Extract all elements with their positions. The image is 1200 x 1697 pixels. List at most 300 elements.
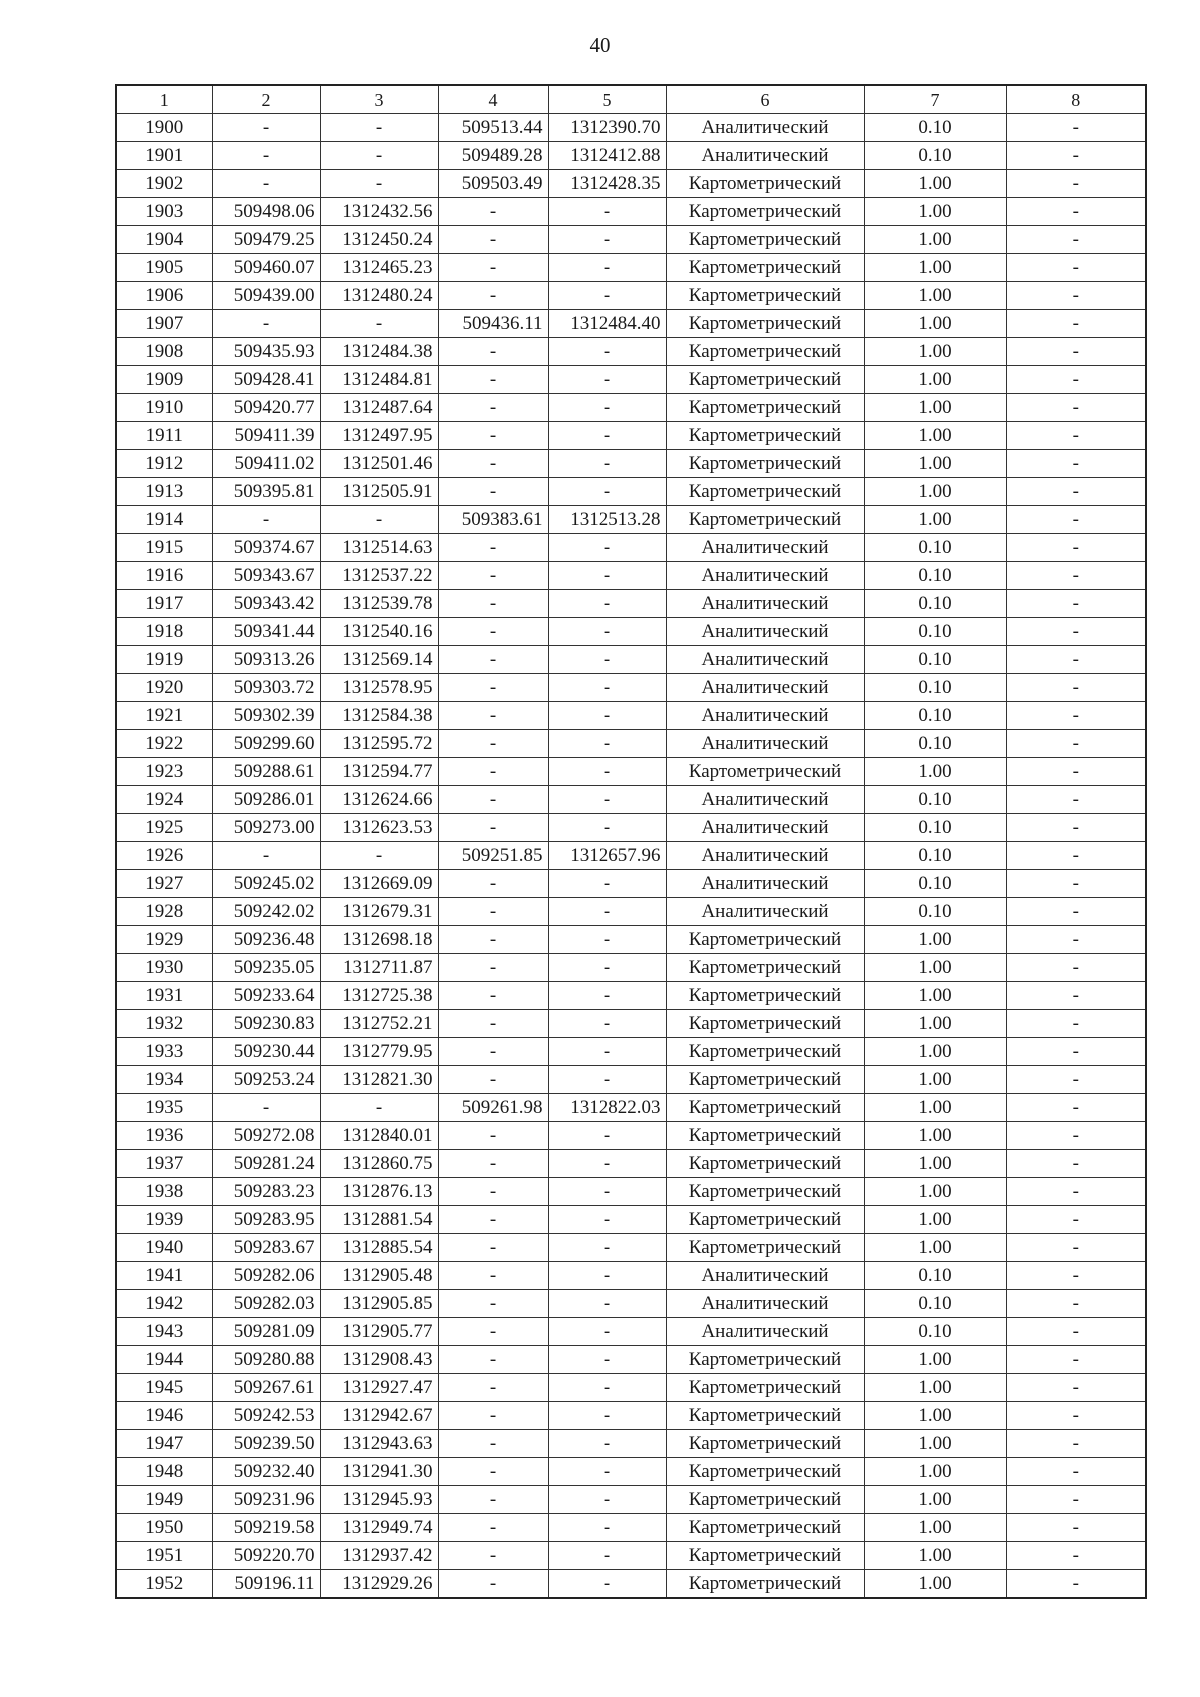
table-cell-col-3: - (320, 506, 438, 534)
table-cell-col-3: 1312540.16 (320, 618, 438, 646)
table-cell-col-1: 1936 (116, 1122, 212, 1150)
table-cell-col-3: 1312484.38 (320, 338, 438, 366)
table-row (116, 1402, 1146, 1430)
table-cell-col-7: 1.00 (864, 1066, 1006, 1094)
table-cell-col-4: - (438, 982, 548, 1010)
table-cell-col-2: 509242.02 (212, 898, 320, 926)
table-cell-col-3: 1312539.78 (320, 590, 438, 618)
table-cell-col-5: - (548, 1486, 666, 1514)
table-cell-col-6: Картометрический (666, 506, 864, 534)
table-cell-col-1: 1951 (116, 1542, 212, 1570)
table-cell-col-4: - (438, 618, 548, 646)
table-cell-col-5: - (548, 1514, 666, 1542)
table-cell-col-8: - (1006, 338, 1146, 366)
table-cell-col-2: 509460.07 (212, 254, 320, 282)
table-cell-col-1: 1916 (116, 562, 212, 590)
table-cell-col-3: 1312779.95 (320, 1038, 438, 1066)
table-row (116, 450, 1146, 478)
table-cell-col-1: 1937 (116, 1150, 212, 1178)
table-cell-col-2: 509236.48 (212, 926, 320, 954)
column-header-2: 2 (212, 85, 320, 114)
table-cell-col-2: - (212, 310, 320, 338)
table-row (116, 1458, 1146, 1486)
table-cell-col-7: 0.10 (864, 114, 1006, 142)
table-row (116, 1234, 1146, 1262)
table-cell-col-8: - (1006, 926, 1146, 954)
table-row (116, 338, 1146, 366)
table-cell-col-2: 509273.00 (212, 814, 320, 842)
table-cell-col-8: - (1006, 1458, 1146, 1486)
table-cell-col-6: Картометрический (666, 1206, 864, 1234)
table-cell-col-2: 509283.67 (212, 1234, 320, 1262)
table-cell-col-4: - (438, 1514, 548, 1542)
table-cell-col-2: 509374.67 (212, 534, 320, 562)
table-cell-col-6: Картометрический (666, 1570, 864, 1599)
table-cell-col-7: 1.00 (864, 282, 1006, 310)
table-cell-col-4: - (438, 1346, 548, 1374)
table-cell-col-3: 1312595.72 (320, 730, 438, 758)
table-cell-col-7: 1.00 (864, 478, 1006, 506)
table-cell-col-8: - (1006, 1514, 1146, 1542)
table-cell-col-5: 1312513.28 (548, 506, 666, 534)
table-cell-col-2: 509230.44 (212, 1038, 320, 1066)
table-cell-col-5: - (548, 954, 666, 982)
table-cell-col-7: 1.00 (864, 1402, 1006, 1430)
table-cell-col-3: 1312669.09 (320, 870, 438, 898)
table-row (116, 814, 1146, 842)
table-row (116, 1430, 1146, 1458)
table-cell-col-1: 1913 (116, 478, 212, 506)
table-cell-col-8: - (1006, 198, 1146, 226)
table-cell-col-5: 1312657.96 (548, 842, 666, 870)
table-cell-col-6: Картометрический (666, 198, 864, 226)
table-row (116, 226, 1146, 254)
table-cell-col-6: Картометрический (666, 310, 864, 338)
table-cell-col-2: 509220.70 (212, 1542, 320, 1570)
table-cell-col-5: - (548, 1122, 666, 1150)
table-cell-col-5: - (548, 870, 666, 898)
table-cell-col-7: 1.00 (864, 926, 1006, 954)
table-cell-col-8: - (1006, 898, 1146, 926)
table-cell-col-1: 1928 (116, 898, 212, 926)
table-cell-col-4: - (438, 1402, 548, 1430)
table-cell-col-3: 1312698.18 (320, 926, 438, 954)
table-cell-col-8: - (1006, 1290, 1146, 1318)
table-row (116, 954, 1146, 982)
table-cell-col-4: - (438, 198, 548, 226)
table-cell-col-6: Аналитический (666, 142, 864, 170)
table-cell-col-2: - (212, 842, 320, 870)
table-cell-col-2: 509435.93 (212, 338, 320, 366)
table-cell-col-7: 1.00 (864, 1178, 1006, 1206)
table-cell-col-2: 509288.61 (212, 758, 320, 786)
table-cell-col-2: 509235.05 (212, 954, 320, 982)
table-cell-col-1: 1922 (116, 730, 212, 758)
table-cell-col-6: Аналитический (666, 1262, 864, 1290)
table-row (116, 1486, 1146, 1514)
table-cell-col-5: - (548, 338, 666, 366)
table-cell-col-1: 1941 (116, 1262, 212, 1290)
table-cell-col-8: - (1006, 982, 1146, 1010)
table-row (116, 1542, 1146, 1570)
table-row (116, 982, 1146, 1010)
table-cell-col-8: - (1006, 1430, 1146, 1458)
table-cell-col-6: Аналитический (666, 898, 864, 926)
table-cell-col-6: Аналитический (666, 786, 864, 814)
table-cell-col-8: - (1006, 366, 1146, 394)
table-cell-col-6: Картометрический (666, 1402, 864, 1430)
table-row (116, 534, 1146, 562)
table-cell-col-3: 1312821.30 (320, 1066, 438, 1094)
table-cell-col-2: 509420.77 (212, 394, 320, 422)
table-cell-col-7: 1.00 (864, 1458, 1006, 1486)
table-cell-col-3: 1312905.48 (320, 1262, 438, 1290)
table-cell-col-3: 1312752.21 (320, 1010, 438, 1038)
table-cell-col-7: 0.10 (864, 1318, 1006, 1346)
table-cell-col-4: - (438, 534, 548, 562)
table-cell-col-1: 1903 (116, 198, 212, 226)
table-row (116, 702, 1146, 730)
table-cell-col-4: - (438, 730, 548, 758)
table-cell-col-6: Картометрический (666, 226, 864, 254)
table-row (116, 842, 1146, 870)
table-cell-col-4: - (438, 1262, 548, 1290)
table-cell-col-7: 1.00 (864, 310, 1006, 338)
table-cell-col-2: 509239.50 (212, 1430, 320, 1458)
table-row (116, 674, 1146, 702)
table-cell-col-2: 509283.23 (212, 1178, 320, 1206)
table-cell-col-3: - (320, 1094, 438, 1122)
table-cell-col-4: - (438, 954, 548, 982)
table-cell-col-8: - (1006, 842, 1146, 870)
table-cell-col-2: 509479.25 (212, 226, 320, 254)
table-cell-col-1: 1935 (116, 1094, 212, 1122)
table-cell-col-4: - (438, 562, 548, 590)
table-cell-col-5: - (548, 1458, 666, 1486)
table-cell-col-6: Аналитический (666, 618, 864, 646)
table-cell-col-2: 509245.02 (212, 870, 320, 898)
table-cell-col-2: 509411.39 (212, 422, 320, 450)
table-row (116, 1290, 1146, 1318)
table-cell-col-6: Картометрический (666, 282, 864, 310)
table-cell-col-2: 509253.24 (212, 1066, 320, 1094)
table-cell-col-5: - (548, 898, 666, 926)
table-cell-col-8: - (1006, 1262, 1146, 1290)
table-cell-col-5: - (548, 478, 666, 506)
table-cell-col-5: - (548, 982, 666, 1010)
table-cell-col-4: - (438, 1430, 548, 1458)
table-cell-col-3: 1312942.67 (320, 1402, 438, 1430)
table-cell-col-6: Аналитический (666, 870, 864, 898)
table-cell-col-2: 509280.88 (212, 1346, 320, 1374)
table-row (116, 1178, 1146, 1206)
table-cell-col-7: 1.00 (864, 1570, 1006, 1599)
table-cell-col-4: - (438, 1570, 548, 1599)
table-cell-col-7: 1.00 (864, 394, 1006, 422)
table-cell-col-6: Аналитический (666, 646, 864, 674)
table-cell-col-4: 509489.28 (438, 142, 548, 170)
table-cell-col-2: 509232.40 (212, 1458, 320, 1486)
table-cell-col-7: 1.00 (864, 1234, 1006, 1262)
table-cell-col-8: - (1006, 506, 1146, 534)
column-header-6: 6 (666, 85, 864, 114)
table-cell-col-4: 509503.49 (438, 170, 548, 198)
table-cell-col-3: 1312465.23 (320, 254, 438, 282)
table-cell-col-1: 1908 (116, 338, 212, 366)
table-cell-col-3: 1312584.38 (320, 702, 438, 730)
table-cell-col-2: 509196.11 (212, 1570, 320, 1599)
column-header-4: 4 (438, 85, 548, 114)
table-cell-col-7: 1.00 (864, 422, 1006, 450)
table-cell-col-4: - (438, 1290, 548, 1318)
table-cell-col-6: Картометрический (666, 1066, 864, 1094)
table-cell-col-6: Картометрический (666, 1430, 864, 1458)
table-cell-col-2: 509411.02 (212, 450, 320, 478)
table-cell-col-8: - (1006, 310, 1146, 338)
table-cell-col-8: - (1006, 954, 1146, 982)
table-row (116, 394, 1146, 422)
table-cell-col-5: - (548, 1234, 666, 1262)
table-cell-col-1: 1933 (116, 1038, 212, 1066)
table-cell-col-7: 0.10 (864, 646, 1006, 674)
table-cell-col-4: - (438, 1486, 548, 1514)
table-row (116, 1346, 1146, 1374)
table-row (116, 254, 1146, 282)
table-row (116, 422, 1146, 450)
table-cell-col-4: - (438, 786, 548, 814)
table-cell-col-4: - (438, 1206, 548, 1234)
table-cell-col-3: 1312450.24 (320, 226, 438, 254)
table-row (116, 1038, 1146, 1066)
table-cell-col-6: Картометрический (666, 758, 864, 786)
table-cell-col-6: Картометрический (666, 1010, 864, 1038)
table-cell-col-6: Картометрический (666, 366, 864, 394)
table-row (116, 114, 1146, 142)
table-cell-col-8: - (1006, 1374, 1146, 1402)
table-cell-col-2: 509272.08 (212, 1122, 320, 1150)
table-cell-col-1: 1902 (116, 170, 212, 198)
table-row (116, 478, 1146, 506)
table-row (116, 1122, 1146, 1150)
table-cell-col-5: - (548, 282, 666, 310)
table-cell-col-8: - (1006, 1542, 1146, 1570)
table-cell-col-2: 509343.42 (212, 590, 320, 618)
table-body (116, 114, 1146, 1599)
table-cell-col-8: - (1006, 618, 1146, 646)
page-number: 40 (589, 33, 611, 57)
column-header-3: 3 (320, 85, 438, 114)
table-cell-col-4: - (438, 1234, 548, 1262)
table-cell-col-6: Аналитический (666, 534, 864, 562)
table-cell-col-5: 1312390.70 (548, 114, 666, 142)
table-cell-col-6: Аналитический (666, 590, 864, 618)
table-cell-col-7: 1.00 (864, 338, 1006, 366)
table-cell-col-1: 1945 (116, 1374, 212, 1402)
table-cell-col-7: 0.10 (864, 534, 1006, 562)
table-cell-col-5: - (548, 1430, 666, 1458)
table-cell-col-2: 509231.96 (212, 1486, 320, 1514)
table-cell-col-3: 1312623.53 (320, 814, 438, 842)
table-cell-col-7: 1.00 (864, 1542, 1006, 1570)
table-cell-col-8: - (1006, 1122, 1146, 1150)
table-cell-col-7: 0.10 (864, 786, 1006, 814)
table-cell-col-4: 509383.61 (438, 506, 548, 534)
table-cell-col-4: - (438, 338, 548, 366)
table-cell-col-6: Аналитический (666, 814, 864, 842)
table-cell-col-3: - (320, 142, 438, 170)
table-cell-col-4: - (438, 422, 548, 450)
table-cell-col-8: - (1006, 590, 1146, 618)
table-cell-col-7: 1.00 (864, 1010, 1006, 1038)
table-cell-col-1: 1914 (116, 506, 212, 534)
table-cell-col-8: - (1006, 170, 1146, 198)
table-cell-col-6: Картометрический (666, 1122, 864, 1150)
table-cell-col-6: Аналитический (666, 842, 864, 870)
table-cell-col-8: - (1006, 1486, 1146, 1514)
table-cell-col-2: 509282.06 (212, 1262, 320, 1290)
table-cell-col-8: - (1006, 1094, 1146, 1122)
table-cell-col-1: 1918 (116, 618, 212, 646)
table-cell-col-6: Картометрический (666, 1150, 864, 1178)
table-cell-col-8: - (1006, 114, 1146, 142)
table-cell-col-3: 1312514.63 (320, 534, 438, 562)
table-cell-col-3: - (320, 310, 438, 338)
table-row (116, 758, 1146, 786)
table-cell-col-8: - (1006, 450, 1146, 478)
table-cell-col-5: - (548, 1038, 666, 1066)
table-cell-col-4: - (438, 394, 548, 422)
table-cell-col-5: - (548, 1290, 666, 1318)
table-cell-col-3: 1312941.30 (320, 1458, 438, 1486)
table-cell-col-4: - (438, 814, 548, 842)
table-row (116, 562, 1146, 590)
table-cell-col-7: 0.10 (864, 674, 1006, 702)
table-cell-col-2: 509282.03 (212, 1290, 320, 1318)
table-cell-col-7: 0.10 (864, 1290, 1006, 1318)
table-cell-col-6: Картометрический (666, 170, 864, 198)
table-row (116, 590, 1146, 618)
table-row (116, 1010, 1146, 1038)
table-cell-col-6: Картометрический (666, 1346, 864, 1374)
table-cell-col-4: 509436.11 (438, 310, 548, 338)
table-cell-col-1: 1944 (116, 1346, 212, 1374)
table-cell-col-8: - (1006, 394, 1146, 422)
table-cell-col-8: - (1006, 646, 1146, 674)
table-cell-col-4: - (438, 1374, 548, 1402)
table-cell-col-2: - (212, 114, 320, 142)
table-cell-col-5: - (548, 562, 666, 590)
table-cell-col-8: - (1006, 1318, 1146, 1346)
table-cell-col-7: 1.00 (864, 1038, 1006, 1066)
table-cell-col-4: - (438, 1066, 548, 1094)
table-cell-col-6: Картометрический (666, 1038, 864, 1066)
table-cell-col-7: 0.10 (864, 1262, 1006, 1290)
table-cell-col-6: Картометрический (666, 1514, 864, 1542)
table-cell-col-5: - (548, 646, 666, 674)
table-cell-col-2: - (212, 1094, 320, 1122)
table-cell-col-3: 1312885.54 (320, 1234, 438, 1262)
table-cell-col-7: 1.00 (864, 1122, 1006, 1150)
table-cell-col-3: 1312624.66 (320, 786, 438, 814)
table-cell-col-1: 1915 (116, 534, 212, 562)
table-cell-col-7: 0.10 (864, 562, 1006, 590)
table-cell-col-6: Картометрический (666, 1374, 864, 1402)
table-cell-col-1: 1907 (116, 310, 212, 338)
table-cell-col-3: 1312484.81 (320, 366, 438, 394)
table-cell-col-3: 1312679.31 (320, 898, 438, 926)
table-row (116, 170, 1146, 198)
table-cell-col-8: - (1006, 870, 1146, 898)
table-cell-col-4: 509261.98 (438, 1094, 548, 1122)
table-cell-col-2: 509428.41 (212, 366, 320, 394)
table-cell-col-6: Аналитический (666, 562, 864, 590)
table-cell-col-7: 0.10 (864, 730, 1006, 758)
table-cell-col-7: 1.00 (864, 1094, 1006, 1122)
table-row (116, 310, 1146, 338)
table-cell-col-7: 0.10 (864, 870, 1006, 898)
table-cell-col-5: 1312412.88 (548, 142, 666, 170)
table-cell-col-4: - (438, 1150, 548, 1178)
table-cell-col-8: - (1006, 1150, 1146, 1178)
table-cell-col-3: 1312501.46 (320, 450, 438, 478)
table-cell-col-1: 1925 (116, 814, 212, 842)
table-cell-col-3: 1312876.13 (320, 1178, 438, 1206)
table-cell-col-8: - (1006, 1402, 1146, 1430)
table-cell-col-2: 509281.24 (212, 1150, 320, 1178)
table-cell-col-1: 1943 (116, 1318, 212, 1346)
table-cell-col-4: - (438, 366, 548, 394)
table-cell-col-6: Картометрический (666, 254, 864, 282)
table-cell-col-1: 1911 (116, 422, 212, 450)
table-cell-col-6: Картометрический (666, 478, 864, 506)
table-cell-col-1: 1946 (116, 1402, 212, 1430)
table-cell-col-7: 1.00 (864, 226, 1006, 254)
table-cell-col-8: - (1006, 422, 1146, 450)
table-cell-col-8: - (1006, 1234, 1146, 1262)
table-cell-col-4: - (438, 282, 548, 310)
table-cell-col-2: 509233.64 (212, 982, 320, 1010)
table-cell-col-5: - (548, 1570, 666, 1599)
table-cell-col-8: - (1006, 1178, 1146, 1206)
coordinates-table (115, 84, 1147, 1599)
table-cell-col-7: 1.00 (864, 366, 1006, 394)
column-header-7: 7 (864, 85, 1006, 114)
table-cell-col-6: Аналитический (666, 730, 864, 758)
table-cell-col-5: - (548, 1374, 666, 1402)
table-cell-col-6: Аналитический (666, 1318, 864, 1346)
table-cell-col-5: - (548, 366, 666, 394)
table-cell-col-5: 1312428.35 (548, 170, 666, 198)
table-cell-col-6: Картометрический (666, 1542, 864, 1570)
table-row (116, 1206, 1146, 1234)
table-cell-col-8: - (1006, 674, 1146, 702)
table-cell-col-1: 1931 (116, 982, 212, 1010)
table-cell-col-6: Аналитический (666, 674, 864, 702)
table-cell-col-5: - (548, 1066, 666, 1094)
table-cell-col-4: - (438, 254, 548, 282)
table-cell-col-1: 1921 (116, 702, 212, 730)
table-cell-col-6: Картометрический (666, 450, 864, 478)
table-cell-col-1: 1917 (116, 590, 212, 618)
table-row (116, 786, 1146, 814)
column-header-8: 8 (1006, 85, 1146, 114)
table-cell-col-4: - (438, 870, 548, 898)
table-cell-col-6: Картометрический (666, 422, 864, 450)
table-row (116, 366, 1146, 394)
table-cell-col-1: 1930 (116, 954, 212, 982)
table-cell-col-8: - (1006, 254, 1146, 282)
table-cell-col-4: 509513.44 (438, 114, 548, 142)
